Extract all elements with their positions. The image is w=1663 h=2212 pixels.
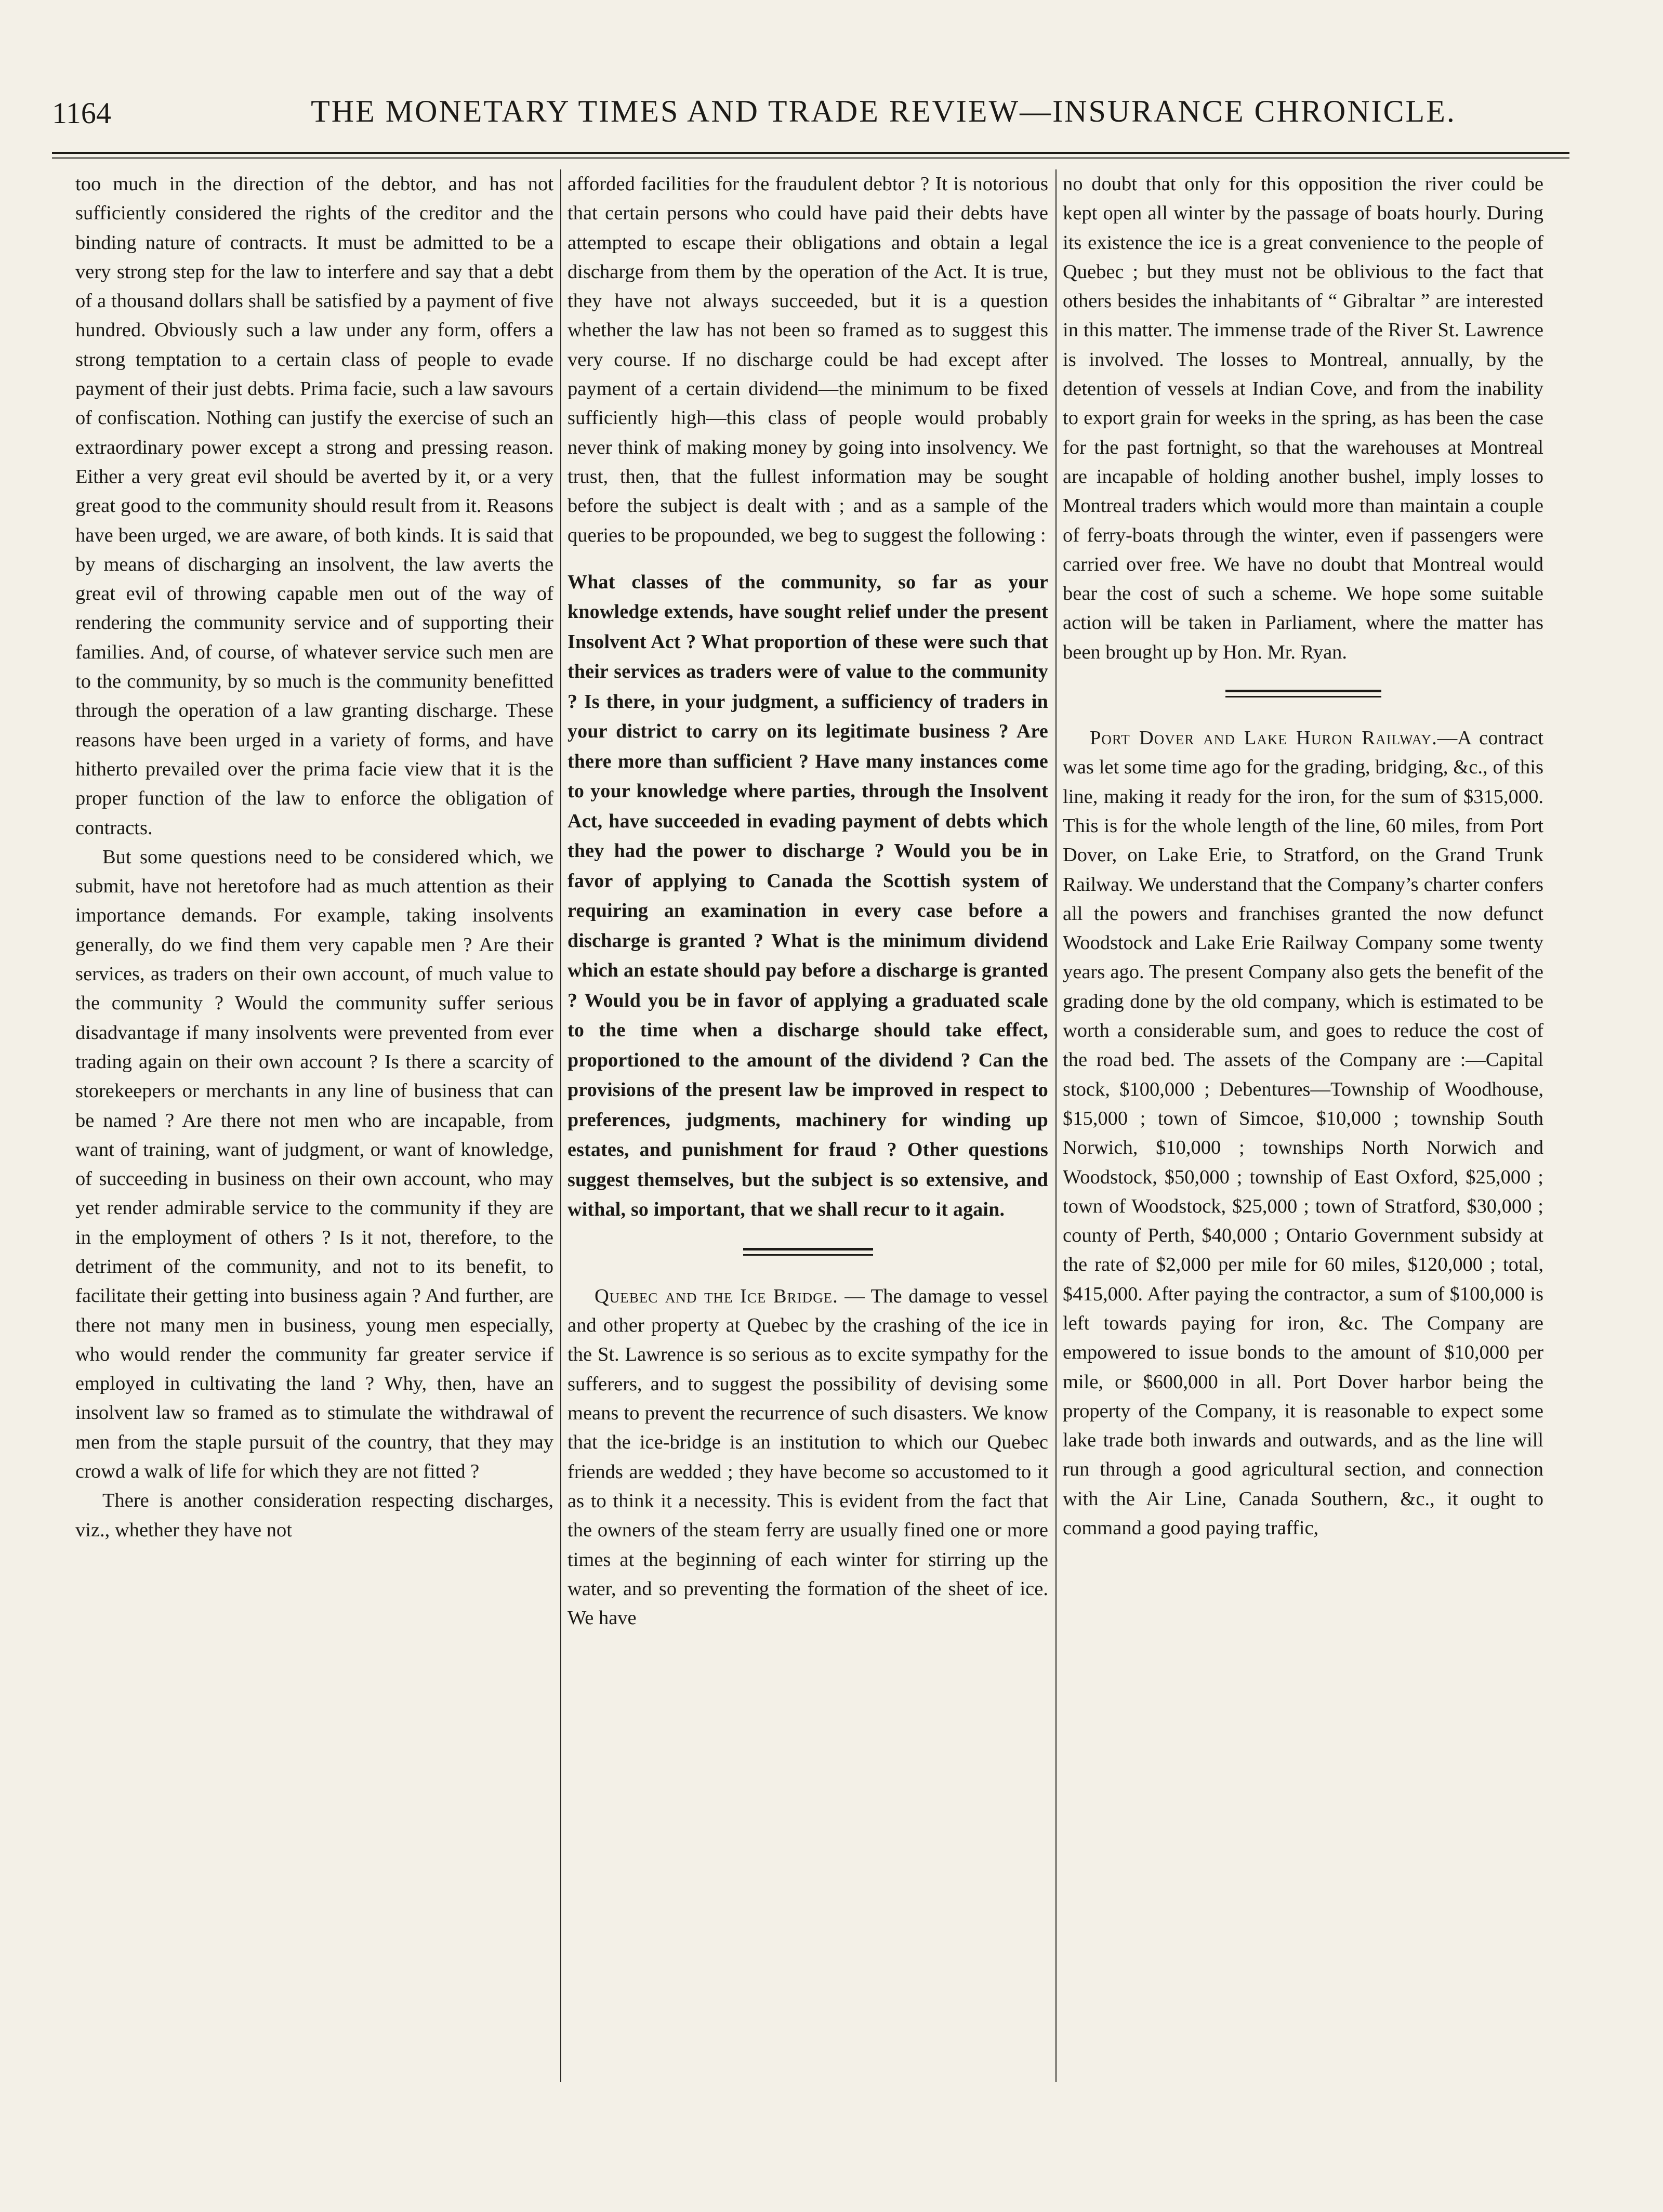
header-rule-thin [52,157,1569,159]
quebec-article-continued: no doubt that only for this opposition the river could be kept open all winter by the passage of boats hourly. During its existence the ice is a great convenience to the people of Quebec ; but they must not be oblivious to the fact that others besides the inhabitants of “ Gibraltar ” are interested in this matter. The immense trade of the River St. Lawrence is involved. The losses to Montreal, annually, by the detention of vessels at Indian Cove, and from the inability to export grain for weeks in the spring, as has been the case for the past fortnight, so that the warehouses at Montreal are incapable of holding another bushel, imply losses to Montreal traders which would more than maintain a couple of ferry-boats through the winter, even if passengers were carried over free. We have no doubt that Montreal would bear the cost of such a scheme. We hope some suitable action will be taken in Parliament, where the matter has been brought up by Hon. Mr. Ryan. [1063,173,1543,663]
port-dover-heading: Port Dover and Lake Huron Railway. [1090,727,1437,749]
page-number: 1164 [52,96,111,130]
column-divider-2 [1055,169,1057,2082]
page-header [52,78,1569,135]
quebec-article-body: — The damage to vessel and other property at Quebec by the crashing of the ice in the St. Lawrence is so serious as to excite sympathy for the sufferers, and to suggest the possibility of devising some means to prevent the recurrence of such disasters. We know that the ice-bridge is an institution to which our Quebec friends are wedded ; they have become so accustomed to it as to think it a necessity. This is evident from the fact that the owners of the steam ferry are usually fined one or more times at the beginning of each winter for stirring up the water, and so preventing the formation of the sheet of ice. We have [567,1285,1048,1629]
column-divider-1 [560,169,561,2082]
port-dover-article [1063,723,1543,1543]
insolvency-paragraph-1: too much in the direction of the debtor, and has not sufficiently considered the rights of the creditor and the binding nature of contracts. It must be admitted to be a very strong step for the law to interfere and say that a debt of a thousand dollars shall be satisfied by a payment of five hundred. Obviously such a law under any form, offers a strong temptation to a certain class of people to evade payment of their just debts. Prima facie, such a law savours of confiscation. Nothing can justify the exercise of such an extraordinary power except a strong and pressing reason. Either a very great evil should be averted by it, or a very great good to the community should result from it. Reasons have been urged, we are aware, of both kinds. It is said that by means of discharging an insolvent, the law averts the great evil of throwing capable men out of the way of rendering the community service and of supporting their families. And, of course, of whatever service such men are to the community, by so much is the community benefitted through the operation of a law granting discharge. These reasons have been urged in a variety of forms, and have hitherto prevailed over the prima facie view that it is the proper function of the law to enforce the obligation of contracts. [75,173,553,839]
column-2 [567,169,1048,2092]
column-3 [1063,169,1543,2092]
quebec-article-heading: Quebec and the Ice Bridge. [595,1285,838,1307]
column-1 [75,169,553,2092]
section-divider [1225,690,1381,697]
section-divider [743,1248,873,1256]
insolvency-paragraph-3: There is another consideration respecting discharges, viz., whether they have not [75,1490,553,1541]
quebec-ice-bridge-article [567,1282,1048,1633]
insolvency-paragraph-2: But some questions need to be considered which, we submit, have not heretofore had as much attention as their importance demands. For example, taking insolvents generally, do we find them very capable men ? Are their services, as traders on their own account, of much value to the community ? Would the community suffer serious disadvantage if many insolvents were prevented from ever trading again on their own account ? Is there a scarcity of storekeepers or merchants in any line of business that can be named ? Are there not men who are incapable, from want of training, want of judgment, or want of knowledge, of succeeding in business on their own account, who may yet render admirable service to the community if they are in the employment of others ? Is it not, therefore, to the detriment of the community, and not to its benefit, to facilitate their getting into business again ? And further, are there not many men in business, young men especially, who would render the community far greater service if employed in cultivating the land ? Why, then, have an insolvent law so framed as to stimulate the withdrawal of men from the staple pursuit of the country, that they may crowd a walk of life for which they are not fitted ? [75,846,553,1483]
port-dover-body: —A contract was let some time ago for the grading, bridging, &c., of this line, making it ready for the iron, for the sum of $315,000. This is for the whole length of the line, 60 miles, from Port Dover, on Lake Erie, to Stratford, on the Grand Trunk Railway. We understand that the Company’s charter confers all the powers and franchises granted the now defunct Woodstock and Lake Erie Railway Company some twenty years ago. The present Company also gets the benefit of the grading done by the old company, which is estimated to be worth a considerable sum, and goes to reduce the cost of the road bed. The assets of the Company are :—Capital stock, $100,000 ; Debentures—Township of Woodhouse, $15,000 ; town of Simcoe, $10,000 ; township South Norwich, $10,000 ; townships North Norwich and Woodstock, $50,000 ; township of East Oxford, $25,000 ; town of Woodstock, $25,000 ; town of Stratford, $30,000 ; county of Perth, $40,000 ; Ontario Government subsidy at the rate of $2,000 per mile for 60 miles, $120,000 ; total, $415,000. After paying the contractor, a sum of $100,000 is left towards paying for iron, &c. The Company are empowered to issue bonds to the amount of $10,000 per mile, or $600,000 in all. Port Dover harbor being the property of the Company, it is reasonable to expect some lake trade both inwards and outwards, and as the line will run through a good agricultural section, and connection with the Air Line, Canada Southern, &c., it ought to command a good paying traffic, [1063,727,1543,1539]
header-rule [52,152,1569,154]
suggested-queries: What classes of the community, so far as your knowledge extends, have sought relief under the present Insolvent Act ? What proportion of these were such that their services as traders were of value to the community ? Is there, in your judgment, a sufficiency of traders in your district to carry on its legitimate business ? Are there more than sufficient ? Have many instances come to your knowledge where parties, through the Insolvent Act, have succeeded in evading payment of debts which they had the power to discharge ? Would you be in favor of applying to Canada the Scottish system of requiring an examination in every case before a discharge is granted ? What is the minimum dividend which an estate should pay before a discharge is granted ? Would you be in favor of applying a graduated scale to the time when a discharge should take effect, proportioned to the amount of the dividend ? Can the provisions of the present law be improved in respect to preferences, judgments, machinery for winding up estates, and punishment for fraud ? Other questions suggest themselves, but the subject is so extensive, and withal, so important, that we shall recur to it again. [567,571,1048,1221]
insolvency-paragraph-4: afforded facilities for the fraudulent debtor ? It is notorious that certain persons who could have paid their debts have attempted to escape their obligations and obtain a legal discharge from them by the operation of the Act. It is true, they have not always succeeded, but it is a question whether the law has not been so framed as to suggest this very course. If no discharge could be had except after payment of a certain dividend—the minimum to be fixed sufficiently high—this class of people would probably never think of making money by going into insolvency. We trust, then, that the fullest information may be sought before the subject is dealt with ; and as a sample of the queries to be propounded, we beg to suggest the following : [567,173,1048,546]
masthead-title: THE MONETARY TIMES AND TRADE REVIEW—INSURANCE CHRONICLE. [311,94,1456,128]
